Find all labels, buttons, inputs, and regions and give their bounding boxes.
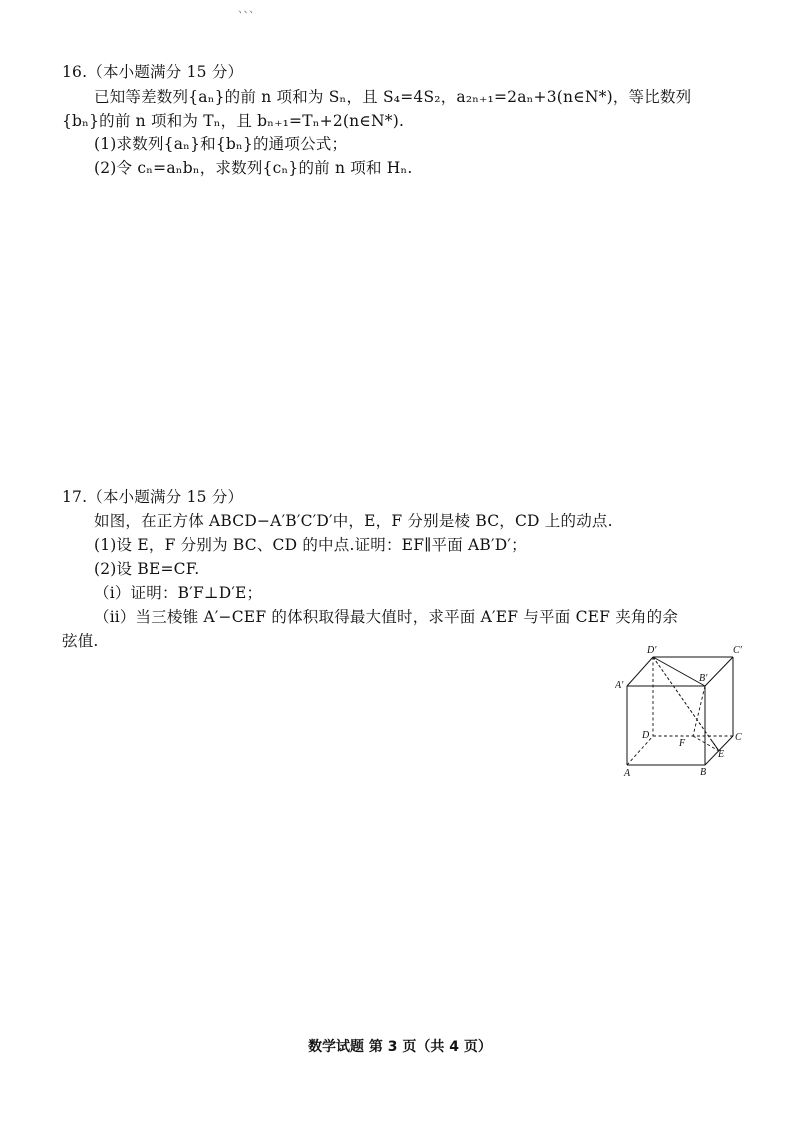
q17-part2-ii: （ⅱ）当三棱锥 A′−CEF 的体积取得最大值时，求平面 A′EF 与平面 CEF 夹角的余	[94, 608, 679, 626]
q16-line1: 已知等差数列{aₙ}的前 n 项和为 Sₙ，且 S₄=4S₂，a₂ₙ₊₁=2aₙ+3(n∈N*)，等比数列	[94, 88, 692, 106]
q16-part2: (2)令 cₙ=aₙbₙ，求数列{cₙ}的前 n 项和 Hₙ.	[94, 159, 413, 177]
q17-header: 17.（本小题满分 15 分）	[62, 488, 244, 506]
page-footer: 数学试题 第 3 页（共 4 页）	[308, 1039, 492, 1055]
q17-part2-i: （ⅰ）证明：B′F⊥D′E；	[94, 584, 263, 602]
edge-b1-c1	[705, 657, 733, 686]
q16-header: 16.（本小题满分 15 分）	[62, 63, 244, 81]
label-f: F	[679, 738, 686, 749]
label-c1: C′	[733, 645, 742, 656]
label-b: B	[700, 767, 707, 778]
edge-a1-d1	[627, 657, 653, 686]
label-a: A	[624, 768, 631, 779]
q17-part2: (2)设 BE=CF.	[94, 560, 200, 578]
q16-part1: (1)求数列{aₙ}和{bₙ}的通项公式；	[94, 135, 348, 153]
q17-part1: (1)设 E，F 分别为 BC、CD 的中点.证明：EF∥平面 AB′D′；	[94, 536, 527, 554]
label-e: E	[718, 749, 725, 760]
label-b1: B′	[699, 673, 708, 684]
segment-f-e	[693, 736, 719, 751]
q16-line2: {bₙ}的前 n 项和为 Tₙ，且 bₙ₊₁=Tₙ+2(n∈N*).	[62, 112, 405, 130]
label-d1: D′	[647, 645, 657, 656]
top-fragment: 、、、	[238, 2, 260, 15]
cube-figure	[615, 640, 755, 780]
label-d: D	[642, 730, 650, 741]
label-c: C	[735, 732, 742, 743]
segment-d1-e	[653, 657, 719, 751]
label-a1: A′	[615, 680, 624, 691]
q17-line1: 如图，在正方体 ABCD−A′B′C′D′中，E，F 分别是棱 BC，CD 上的动点.	[94, 512, 613, 530]
segment-d1-b1	[653, 657, 705, 686]
q17-part2-ii-cont: 弦值.	[62, 632, 99, 650]
